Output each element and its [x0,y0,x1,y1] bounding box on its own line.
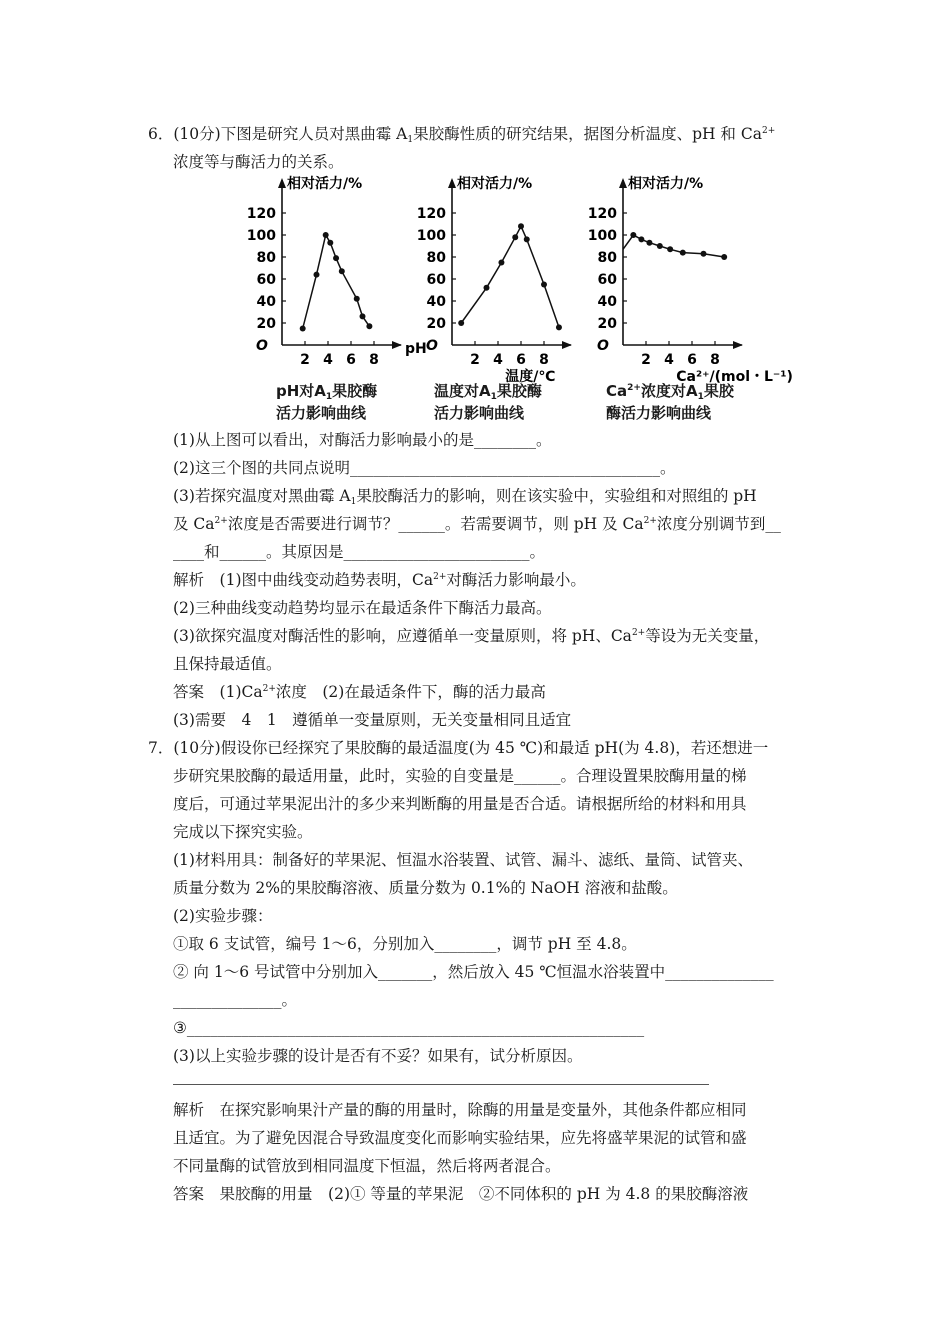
q6-analysis-2: (2)三种曲线变动趋势均显示在最适条件下酶活力最高。 [173,599,552,617]
y-tick-label-2-80: 80 [597,250,617,266]
x-axis-label-1: 温度/℃ [505,369,556,385]
series-line-1 [461,226,559,327]
analysis-label: 解析 [173,1101,205,1119]
q6-number: 6． [148,125,174,143]
y-axis-label-1: 相对活力/% [457,176,533,192]
q6-line1: 6．(10分)下图是研究人员对黑曲霉 $A_1$果胶酶性质的研究结果，据图分析温度、pH 和 $Ca^{2+}$ [148,125,776,145]
x-tick-label-0-2: 2 [300,352,310,368]
answer-blank-line [173,1084,709,1085]
q7-step-1: ①取 6 支试管，编号 1～6，分别加入________，调节 pH 至 4.8。 [173,935,637,953]
caption-ca: $Ca^{2+}$浓度对$A_1$果胶 酶活力影响曲线 [606,382,734,422]
y-tick-label-2-20: 20 [597,316,617,332]
q7-number: 7． [148,739,174,757]
origin-label-0: O [256,338,268,354]
y-tick-label-1-20: 20 [426,316,446,332]
q7-line2: 步研究果胶酶的最适用量，此时，实验的自变量是______。合理设置果胶酶用量的梯 [173,767,747,785]
x-axis-label-2: Ca²⁺/(mol・L⁻¹) [676,369,793,385]
q7-line1: 7．(10分)假设你已经探究了果胶酶的最适温度(为 45 ℃)和最适 pH(为 4.8)，若还想进一 [148,739,769,757]
q7-step-3: ③___________________________________________________________ [173,1019,645,1037]
y-axis-arrow-1 [448,178,456,188]
y-axis-arrow-2 [619,178,627,188]
x-axis-arrow-2 [733,341,743,349]
data-point-0-1 [314,272,320,278]
data-point-2-7 [701,251,707,257]
y-axis-arrow-0 [278,178,286,188]
caption-temp: 温度对$A_1$果胶酶 活力影响曲线 [434,382,542,422]
data-point-1-4 [518,223,524,229]
data-point-1-5 [524,236,530,242]
x-tick-label-2-8: 8 [710,352,720,368]
data-point-2-5 [667,246,673,252]
q6-answer-2: (3)需要 4 1 遵循单一变量原则，无关变量相同且适宜 [173,711,572,729]
y-tick-label-0-80: 80 [256,250,276,266]
y-tick-label-0-100: 100 [246,228,276,244]
series-line-0 [303,235,370,329]
x-tick-label-1-6: 6 [516,352,526,368]
data-point-1-6 [541,282,547,288]
data-point-1-0 [458,320,464,326]
q6-figure [230,172,793,432]
x-tick-label-2-4: 4 [664,352,674,368]
q6-answer-1: 答案 $(1)Ca^{2+}$浓度 (2)在最适条件下，酶的活力最高 [173,683,546,701]
data-point-0-3 [327,240,333,246]
q6-analysis-3: (3)欲探究温度对酶活性的影响，应遵循单一变量原则，将 pH、$Ca^{2+}$等设为无关变量， [173,627,770,645]
x-tick-label-2-6: 6 [687,352,697,368]
y-axis-label-2: 相对活力/% [628,176,704,192]
y-tick-label-0-120: 120 [246,206,276,222]
x-tick-label-1-8: 8 [539,352,549,368]
charts-svg [230,172,793,385]
q7-analysis-2: 且适宜。为了避免因混合导致温度变化而影响实验结果，应先将盛苹果泥的试管和盛 [173,1129,747,1147]
y-axis-label-0: 相对活力/% [287,176,363,192]
data-point-2-2 [638,236,644,242]
q6-line2: 浓度等与酶活力的关系。 [173,153,344,171]
answer-label: 答案 [173,1185,205,1203]
data-point-0-2 [323,232,329,238]
q7-step-2b: ______________。 [173,991,298,1009]
y-tick-label-1-60: 60 [426,272,446,288]
x-tick-label-0-4: 4 [323,352,333,368]
y-tick-label-2-40: 40 [597,294,617,310]
data-point-2-8 [721,254,727,260]
series-line-2 [623,235,724,257]
q6-sub3-line2: 及 $Ca^{2+}$浓度是否需要进行调节？______。若需要调节，则 pH 及 $Ca^{2+}$浓度分别调节到__ [173,515,781,533]
origin-label-1: O [426,338,438,354]
data-point-0-5 [339,268,345,274]
data-point-2-3 [646,240,652,246]
data-point-2-6 [680,250,686,256]
x-tick-label-1-4: 4 [493,352,503,368]
q6-sub1: (1)从上图可以看出，对酶活力影响最小的是________。 [173,431,552,449]
x-axis-arrow-1 [562,341,572,349]
x-tick-label-2-2: 2 [641,352,651,368]
q7-analysis-3: 不同量酶的试管放到相同温度下恒温，然后将两者混合。 [173,1157,561,1175]
y-tick-label-1-120: 120 [416,206,446,222]
y-tick-label-2-60: 60 [597,272,617,288]
q7-line3: 度后，可通过苹果泥出汁的多少来判断酶的用量是否合适。请根据所给的材料和用具 [173,795,747,813]
x-tick-label-1-2: 2 [470,352,480,368]
data-point-0-0 [300,326,306,332]
y-tick-label-0-20: 20 [256,316,276,332]
answer-label: 答案 [173,683,205,701]
y-tick-label-0-40: 40 [256,294,276,310]
q7-analysis-1: 解析 在探究影响果汁产量的酶的用量时，除酶的用量是变量外，其他条件都应相同 [173,1101,747,1119]
data-point-1-7 [556,324,562,330]
data-point-1-2 [498,260,504,266]
q7-materials-2: 质量分数为 2%的果胶酶溶液、质量分数为 0.1%的 NaOH 溶液和盐酸。 [173,879,678,897]
origin-label-2: O [597,338,609,354]
q7-answer: 答案 果胶酶的用量 (2)① 等量的苹果泥 ②不同体积的 pH 为 4.8 的果胶酶溶液 [173,1185,749,1203]
analysis-label: 解析 [173,571,205,589]
data-point-0-7 [360,313,366,319]
q7-steps-title: (2)实验步骤： [173,907,273,925]
q6-sub3-line3: ____和______。其原因是________________________。 [173,543,546,561]
q7-step-2: ② 向 1～6 号试管中分别加入_______，然后放入 45 ℃恒温水浴装置中______________ [173,963,774,981]
caption-ph: pH对$A_1$果胶酶 活力影响曲线 [276,382,378,422]
data-point-2-1 [630,232,636,238]
x-tick-label-0-6: 6 [346,352,356,368]
data-point-0-6 [354,296,360,302]
q7-sub3: (3)以上实验步骤的设计是否有不妥？如果有，试分析原因。 [173,1047,583,1065]
data-point-1-1 [484,285,490,291]
data-point-0-4 [333,255,339,261]
y-tick-label-2-120: 120 [587,206,617,222]
y-tick-label-1-100: 100 [416,228,446,244]
q6-sub2: (2)这三个图的共同点说明________________________________________。 [173,459,676,477]
y-tick-label-1-80: 80 [426,250,446,266]
q6-analysis-1: 解析 (1)图中曲线变动趋势表明，$Ca^{2+}$对酶活力影响最小。 [173,571,586,589]
y-tick-label-0-60: 60 [256,272,276,288]
q6-sub3-line1: (3)若探究温度对黑曲霉 $A_1$果胶酶活力的影响，则在该实验中，实验组和对照组的 pH [173,487,757,507]
data-point-0-8 [366,323,372,329]
data-point-1-3 [512,234,518,240]
y-tick-label-1-40: 40 [426,294,446,310]
x-axis-label-0: pH [405,341,427,357]
data-point-2-4 [657,243,663,249]
q7-line4: 完成以下探究实验。 [173,823,313,841]
q7-materials-1: (1)材料用具：制备好的苹果泥、恒温水浴装置、试管、漏斗、滤纸、量筒、试管夹、 [173,851,753,869]
y-tick-label-2-100: 100 [587,228,617,244]
x-axis-arrow-0 [392,341,402,349]
q6-analysis-4: 且保持最适值。 [173,655,282,673]
x-tick-label-0-8: 8 [369,352,379,368]
